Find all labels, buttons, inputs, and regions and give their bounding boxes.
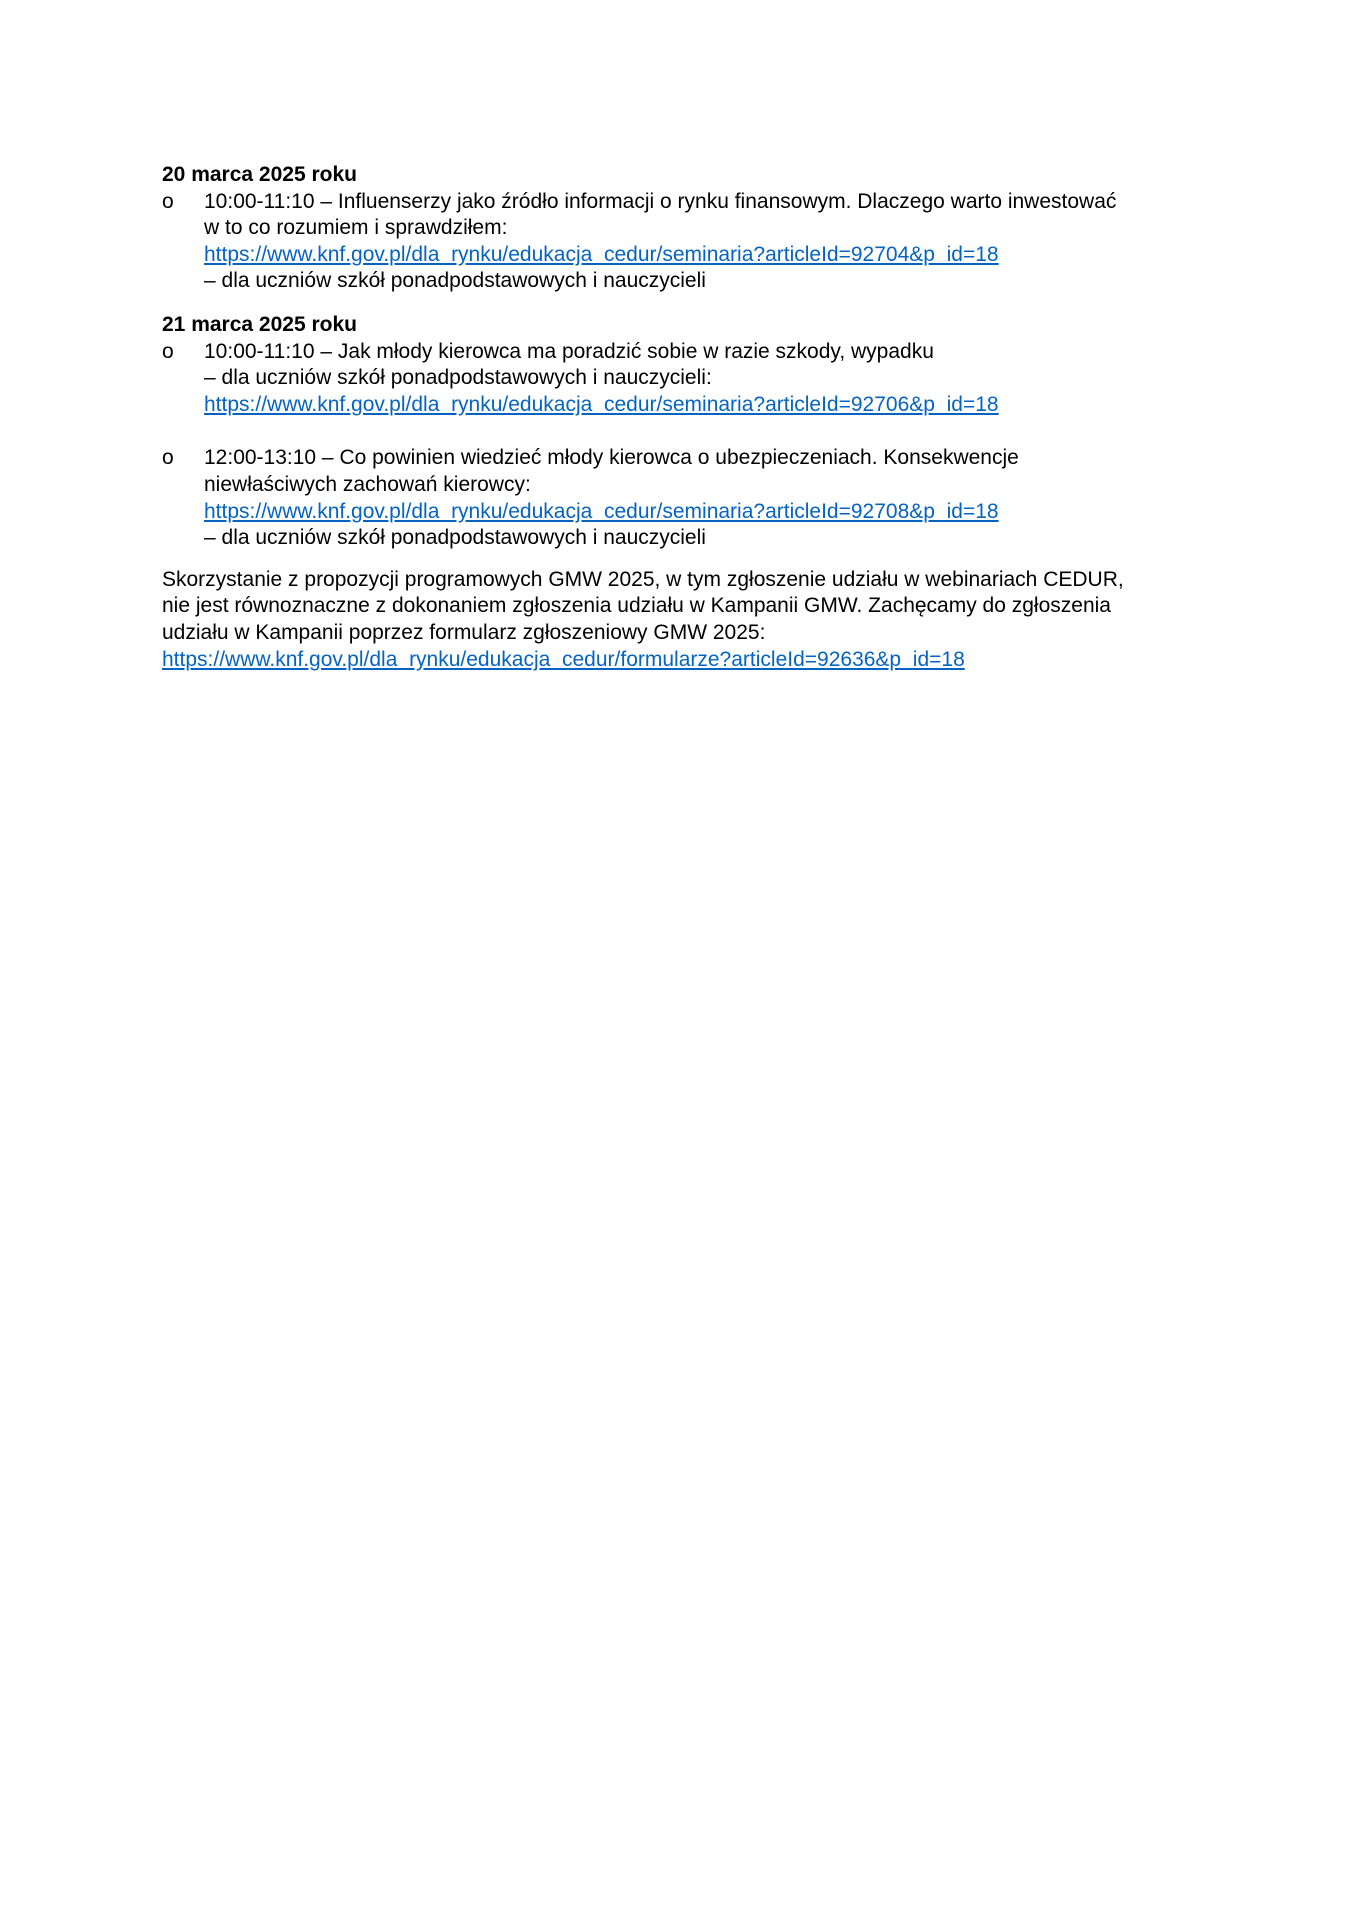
section-heading: 21 marca 2025 roku — [162, 312, 357, 336]
seminar-link[interactable]: https://www.knf.gov.pl/dla_rynku/edukacja_cedur/seminaria?articleId=92706&p_id=18 — [204, 392, 999, 416]
seminar-link[interactable]: https://www.knf.gov.pl/dla_rynku/edukacja_cedur/seminaria?articleId=92708&p_id=18 — [204, 499, 999, 523]
note-line: udziału w Kampanii poprzez formularz zgłoszeniowy GMW 2025: — [162, 620, 766, 644]
event-audience: – dla uczniów szkół ponadpodstawowych i nauczycieli: — [204, 366, 712, 390]
bullet-icon: o — [162, 446, 174, 470]
bullet-icon: o — [162, 189, 174, 213]
document-page — [162, 162, 1212, 673]
event-item — [162, 339, 1212, 419]
note-line: Skorzystanie z propozycji programowych GMW 2025, w tym zgłoszenie udziału w webinariach CEDUR, — [162, 567, 1124, 591]
event-title-line: 10:00-11:10 – Jak młody kierowca ma poradzić sobie w razie szkody, wypadku — [204, 339, 934, 363]
event-title-line: w to co rozumiem i sprawdziłem: — [204, 216, 508, 240]
event-audience: – dla uczniów szkół ponadpodstawowych i nauczycieli — [204, 269, 706, 293]
event-item — [162, 445, 1212, 551]
event-title-line: 10:00-11:10 – Influenserzy jako źródło informacji o rynku finansowym. Dlaczego warto inwestować — [204, 189, 1117, 213]
section-21-marca — [162, 312, 1212, 552]
seminar-link[interactable]: https://www.knf.gov.pl/dla_rynku/edukacja_cedur/seminaria?articleId=92704&p_id=18 — [204, 242, 999, 266]
registration-form-link[interactable]: https://www.knf.gov.pl/dla_rynku/edukacja_cedur/formularze?articleId=92636&p_id=18 — [162, 647, 965, 671]
event-title-line: niewłaściwych zachowań kierowcy: — [204, 472, 531, 496]
section-heading: 20 marca 2025 roku — [162, 163, 357, 186]
bullet-icon: o — [162, 339, 174, 363]
event-title-line: 12:00-13:10 – Co powinien wiedzieć młody kierowca o ubezpieczeniach. Konsekwencje — [204, 446, 1019, 470]
note-line: nie jest równoznaczne z dokonaniem zgłoszenia udziału w Kampanii GMW. Zachęcamy do zgłoszenia — [162, 594, 1111, 618]
event-item — [162, 189, 1212, 295]
event-audience: – dla uczniów szkół ponadpodstawowych i nauczycieli — [204, 526, 706, 550]
section-20-marca — [162, 162, 1212, 295]
registration-note — [162, 567, 1212, 673]
